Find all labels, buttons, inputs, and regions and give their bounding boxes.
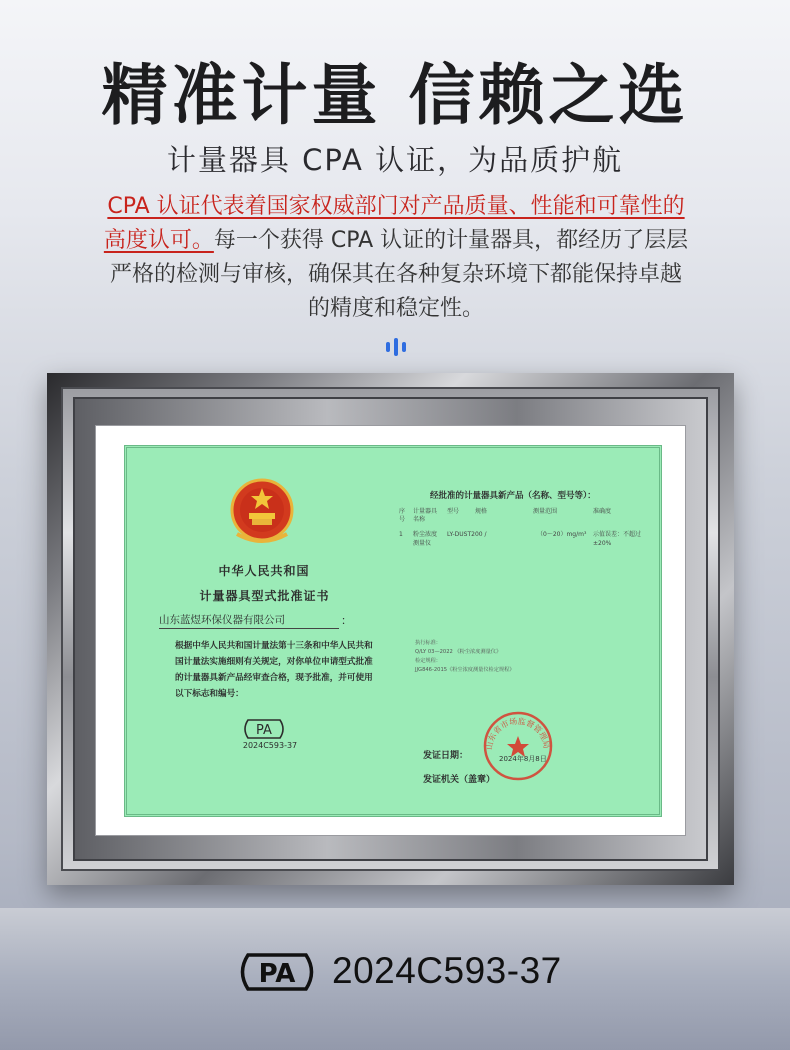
note-line: Q/LY 03—2022 《粉尘浓度测量仪》: [415, 649, 502, 655]
highlight-text-1: CPA 认证代表着国家权威部门对产品质量、性能和可靠性的: [107, 194, 685, 219]
standards-notes: [415, 639, 575, 675]
pa-logo-icon: [234, 952, 320, 992]
certificate-frame: [47, 373, 734, 885]
certificate-sheet: [124, 445, 662, 817]
table-cell-name: 粉尘浓度测量仪: [413, 531, 438, 547]
cert-company-colon: ：: [341, 614, 352, 627]
highlight-text-2: 高度认可。: [103, 228, 214, 253]
cert-code-small: 2024C593-37: [242, 741, 298, 750]
pa-mark-label-small: PA: [256, 723, 272, 738]
pa-mark-icon: [240, 718, 288, 740]
table-header-accuracy: 准确度: [593, 508, 612, 515]
seal-text: 山东省市场监督管理局: [484, 716, 552, 751]
cert-title-country: 中华人民共和国: [218, 564, 310, 578]
page-headline: 精准计量 信赖之选: [101, 57, 689, 134]
certificate-number: 2024C593-37: [332, 950, 562, 991]
certificate-mat: [95, 425, 686, 836]
cert-body-text: 根据中华人民共和国计量法第十三条和中华人民共和国计量法实施细则有关规定，对你单位申请型式批准的计量器具新产品经审查合格，现予批准，并可使用以下标志和编号：: [175, 641, 373, 699]
table-header-name: 计量器具名称: [413, 508, 438, 523]
table-cell-model: LY-DUST200 /: [447, 531, 487, 538]
table-header-model: 型号: [447, 508, 460, 515]
page-subhead: 计量器具 CPA 认证，为品质护航: [166, 143, 624, 177]
table-header-no: 序号: [399, 508, 406, 523]
cert-company-name: 山东蓝煜环保仪器有限公司: [159, 612, 339, 629]
table-cell-no: 1: [399, 531, 403, 538]
table-cell-range: （0～20）mg/m³: [537, 531, 587, 538]
divider-bars-icon: [384, 338, 408, 358]
description-line3: 严格的检测与审核，确保其在各种复杂环境下都能保持卓越: [109, 262, 682, 287]
note-line: JJG846-2015《粉尘浓度测量仪检定规程》: [415, 667, 515, 673]
approved-products-title: 经批准的计量器具新产品（名称、型号等）：: [430, 491, 596, 501]
description-line2: 每一个获得 CPA 认证的计量器具，都经历了层层: [213, 228, 689, 253]
table-header-range: 测量范围: [533, 508, 558, 515]
cert-title-type: 计量器具型式批准证书: [199, 589, 330, 603]
note-line: 检定规程：: [415, 658, 441, 664]
issue-date-label: 发证日期：: [423, 751, 469, 761]
table-header-spec: 规格: [475, 508, 488, 515]
issuing-authority-label: 发证机关（盖章）: [423, 775, 496, 785]
table-cell-accuracy: 示值误差：不超过±20%: [593, 531, 642, 547]
issue-date-value: 2024年8月8日: [499, 755, 547, 763]
description-line4: 的精度和稳定性。: [307, 296, 484, 321]
note-line: 执行标准：: [415, 640, 441, 646]
description-block: [76, 190, 716, 326]
pa-logo-label: PA: [258, 959, 296, 989]
national-emblem-icon: [227, 476, 297, 548]
